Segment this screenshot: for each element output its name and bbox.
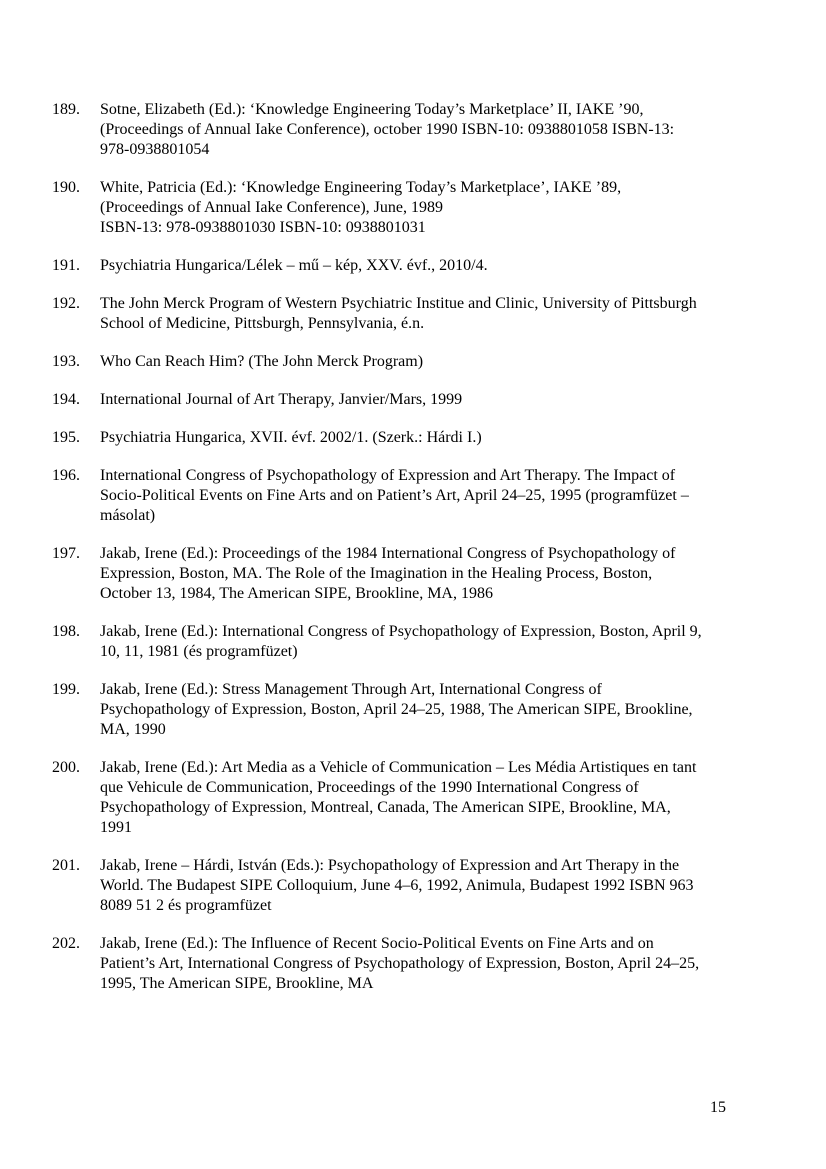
reference-entry: [52, 544, 778, 604]
reference-number: 196.: [52, 467, 80, 484]
reference-entry: [52, 352, 778, 372]
reference-line: Expression, Boston, MA. The Role of the Imagination in the Healing Process, Boston,: [100, 565, 653, 582]
reference-text: [100, 100, 778, 160]
reference-entry: [52, 680, 778, 740]
reference-number: 199.: [52, 681, 80, 698]
reference-entry: [52, 856, 778, 916]
reference-line: MA, 1990: [100, 721, 166, 738]
reference-entry: [52, 758, 778, 838]
reference-line: Sotne, Elizabeth (Ed.): ‘Knowledge Engineering Today’s Marketplace’ II, IAKE ’90,: [100, 101, 644, 118]
reference-line: (Proceedings of Annual Iake Conference), october 1990 ISBN-10: 0938801058 ISBN-13:: [100, 121, 675, 138]
reference-text: [100, 856, 778, 916]
reference-number: 202.: [52, 935, 80, 952]
reference-entry: [52, 390, 778, 410]
reference-entry: [52, 178, 778, 238]
reference-text: [100, 466, 778, 526]
reference-text: [100, 428, 778, 448]
reference-line: 1995, The American SIPE, Brookline, MA: [100, 975, 374, 992]
reference-number: 191.: [52, 257, 80, 274]
reference-line: October 13, 1984, The American SIPE, Brookline, MA, 1986: [100, 585, 493, 602]
reference-line: International Congress of Psychopathology of Expression and Art Therapy. The Impact of: [100, 467, 676, 484]
reference-number: 190.: [52, 179, 80, 196]
reference-line: Jakab, Irene (Ed.): Proceedings of the 1984 International Congress of Psychopathology of: [100, 545, 676, 562]
reference-text: [100, 680, 778, 740]
reference-line: que Vehicule de Communication, Proceedings of the 1990 International Congress of: [100, 779, 639, 796]
reference-number: 193.: [52, 353, 80, 370]
reference-entry: [52, 294, 778, 334]
reference-text: [100, 352, 778, 372]
reference-line: (Proceedings of Annual Iake Conference), June, 1989: [100, 199, 443, 216]
reference-line: Jakab, Irene (Ed.): The Influence of Recent Socio-Political Events on Fine Arts and on: [100, 935, 654, 952]
reference-line: 978-0938801054: [100, 141, 210, 158]
reference-line: The John Merck Program of Western Psychiatric Institue and Clinic, University of Pittsburgh: [100, 295, 697, 312]
reference-entry: [52, 934, 778, 994]
reference-text: [100, 256, 778, 276]
reference-entry: [52, 622, 778, 662]
reference-line: másolat): [100, 507, 156, 524]
reference-line: International Journal of Art Therapy, Janvier/Mars, 1999: [100, 391, 463, 408]
reference-line: ISBN-13: 978-0938801030 ISBN-10: 0938801031: [100, 219, 426, 236]
reference-line: Psychopathology of Expression, Boston, April 24–25, 1988, The American SIPE, Brookline,: [100, 701, 693, 718]
reference-line: Jakab, Irene – Hárdi, István (Eds.): Psychopathology of Expression and Art Therapy in the: [100, 857, 680, 874]
reference-line: School of Medicine, Pittsburgh, Pennsylvania, é.n.: [100, 315, 425, 332]
reference-line: Psychiatria Hungarica, XVII. évf. 2002/1. (Szerk.: Hárdi I.): [100, 429, 482, 446]
reference-line: World. The Budapest SIPE Colloquium, June 4–6, 1992, Animula, Budapest 1992 ISBN 963: [100, 877, 694, 894]
reference-line: Jakab, Irene (Ed.): Stress Management Through Art, International Congress of: [100, 681, 602, 698]
reference-entry: [52, 466, 778, 526]
reference-line: Socio-Political Events on Fine Arts and on Patient’s Art, April 24–25, 1995 (programfüzet –: [100, 487, 689, 504]
reference-number: 194.: [52, 391, 80, 408]
reference-text: [100, 622, 778, 662]
reference-line: White, Patricia (Ed.): ‘Knowledge Engineering Today’s Marketplace’, IAKE ’89,: [100, 179, 622, 196]
reference-number: 198.: [52, 623, 80, 640]
reference-text: [100, 934, 778, 994]
reference-list: [52, 100, 778, 1012]
reference-line: 8089 51 2 és programfüzet: [100, 897, 272, 914]
reference-text: [100, 178, 778, 238]
reference-entry: [52, 256, 778, 276]
reference-text: [100, 390, 778, 410]
reference-text: [100, 758, 778, 838]
reference-line: Jakab, Irene (Ed.): International Congress of Psychopathology of Expression, Boston, April 9,: [100, 623, 702, 640]
reference-number: 200.: [52, 759, 80, 776]
page-number: 15: [710, 1099, 726, 1116]
reference-entry: [52, 428, 778, 448]
reference-text: [100, 294, 778, 334]
reference-line: 10, 11, 1981 (és programfüzet): [100, 643, 298, 660]
reference-line: Jakab, Irene (Ed.): Art Media as a Vehicle of Communication – Les Média Artistiques en tant: [100, 759, 697, 776]
reference-number: 197.: [52, 545, 80, 562]
reference-number: 189.: [52, 101, 80, 118]
reference-entry: [52, 100, 778, 160]
reference-number: 195.: [52, 429, 80, 446]
reference-number: 201.: [52, 857, 80, 874]
reference-line: Psychopathology of Expression, Montreal, Canada, The American SIPE, Brookline, MA,: [100, 799, 671, 816]
reference-line: Patient’s Art, International Congress of Psychopathology of Expression, Boston, April 24–25,: [100, 955, 700, 972]
reference-line: Who Can Reach Him? (The John Merck Program): [100, 353, 424, 370]
reference-line: Psychiatria Hungarica/Lélek – mű – kép, XXV. évf., 2010/4.: [100, 257, 488, 274]
reference-text: [100, 544, 778, 604]
reference-line: 1991: [100, 819, 132, 836]
reference-number: 192.: [52, 295, 80, 312]
